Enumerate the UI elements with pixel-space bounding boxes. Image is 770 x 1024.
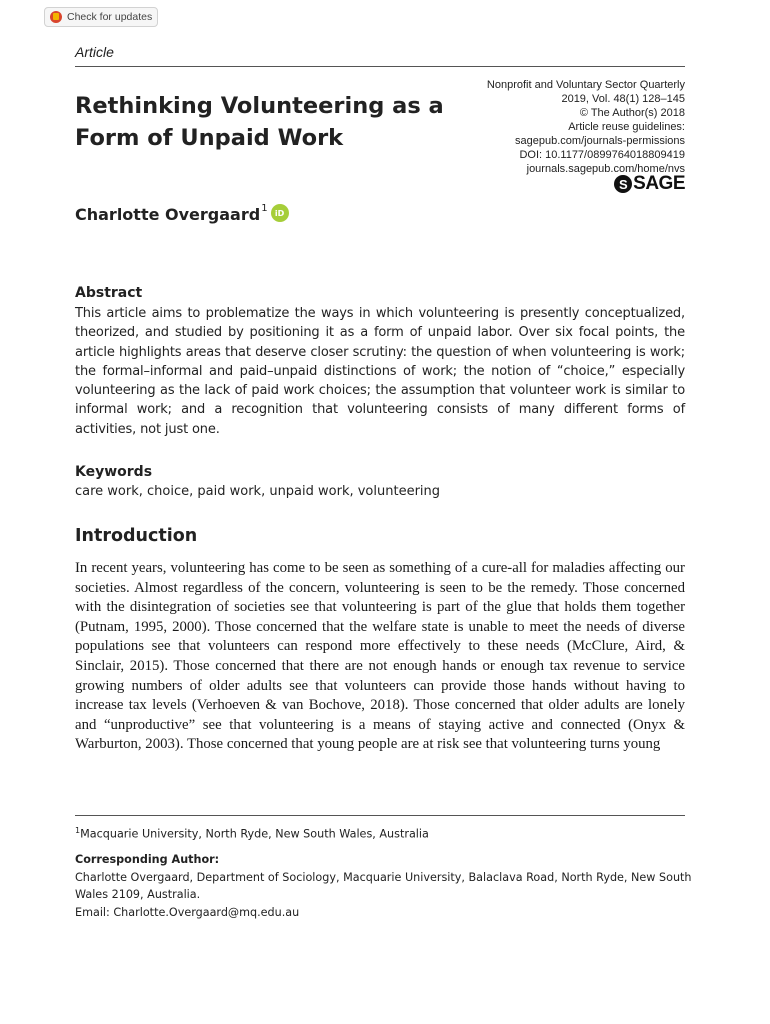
footnote-divider: [75, 815, 685, 816]
journal-name: Nonprofit and Voluntary Sector Quarterly: [486, 79, 685, 91]
doi-link[interactable]: DOI: 10.1177/0899764018809419: [519, 149, 685, 161]
email-label: Email:: [75, 905, 114, 919]
header-divider: [75, 66, 685, 67]
email-line: [75, 904, 695, 922]
journal-info: [487, 78, 685, 176]
footnote-mark: 1: [75, 826, 81, 835]
sage-logo-text: SAGE: [633, 173, 685, 194]
email-link[interactable]: Charlotte.Overgaard@mq.edu.au: [113, 905, 300, 919]
corresponding-author-block: [75, 851, 695, 921]
check-for-updates-button[interactable]: [44, 7, 158, 27]
copyright-line: © The Author(s) 2018: [579, 107, 685, 119]
article-title: Rethinking Volunteering as a Form of Unpaid Work: [75, 93, 444, 151]
check-for-updates-label: Check for updates: [67, 11, 153, 23]
orcid-icon[interactable]: iD: [271, 204, 289, 222]
journal-volume: 2019, Vol. 48(1) 128–145: [561, 93, 685, 105]
introduction-text: In recent years, volunteering has come to be seen as something of a cure-all for maladies affecting our societies. Almost regardless of the concern, volunteering is seen to be the remedy. Those concerned with the disintegration of societies see that volunteering is part of the glue that holds them together (Putnam, 1995, 2000). Those concerned that the welfare state is unable to meet the needs of diverse populations see that volunteers can respond more effectively to these needs (McClure, Aird, & Sinclair, 2015). Those concerned that there are not enough hands or enough tax revenue to service growing numbers of older adults see that volunteers can provide those hands without having to increase tax levels (Verhoeven & van Bochove, 2018). Those concerned that older adults are lonely and “unproductive” see that volunteering is a means of staying active and connected (Onyx & Warburton, 2003). Those concerned that young people are at risk see that volunteering turns young: [75, 560, 685, 753]
sage-logo: [614, 173, 685, 195]
affiliation-footnote: [75, 826, 429, 841]
corresponding-author-address: Charlotte Overgaard, Department of Sociology, Macquarie University, Balaclava Road, North Ryde, New South Wales 2109, Australia.: [75, 870, 692, 901]
journal-homepage-link[interactable]: journals.sagepub.com/home/nvs: [526, 163, 685, 175]
keywords-list: care work, choice, paid work, unpaid work, volunteering: [75, 484, 441, 499]
introduction-heading: Introduction: [75, 526, 198, 546]
abstract-text: This article aims to problematize the ways in which volunteering is presently conceptualized, theorized, and studied by positioning it as a form of unpaid labor. Over six focal points, the article highlights areas that deserve closer scrutiny: the question of when volunteering is work; the formal–informal and paid–unpaid distinctions of work; the notion of “choice,” especially volunteering as the lack of paid work choices; the assumption that volunteer work is similar to informal work; and a recognition that volunteering consists of many different forms of activities, not just one.: [75, 306, 685, 437]
article-type-label: Article: [75, 44, 114, 60]
author-affiliation-mark: 1: [261, 203, 268, 214]
sage-logo-mark-icon: S: [614, 175, 632, 193]
corresponding-author-heading: Corresponding Author:: [75, 853, 220, 866]
author-line: [75, 205, 289, 224]
abstract-heading: Abstract: [75, 285, 143, 301]
author-name: Charlotte Overgaard: [75, 205, 261, 224]
crossmark-icon: [50, 11, 62, 23]
affiliation-text: Macquarie University, North Ryde, New South Wales, Australia: [80, 827, 429, 841]
permissions-link[interactable]: sagepub.com/journals-permissions: [515, 135, 685, 147]
reuse-guidelines-label: Article reuse guidelines:: [568, 121, 685, 133]
keywords-heading: Keywords: [75, 464, 153, 480]
